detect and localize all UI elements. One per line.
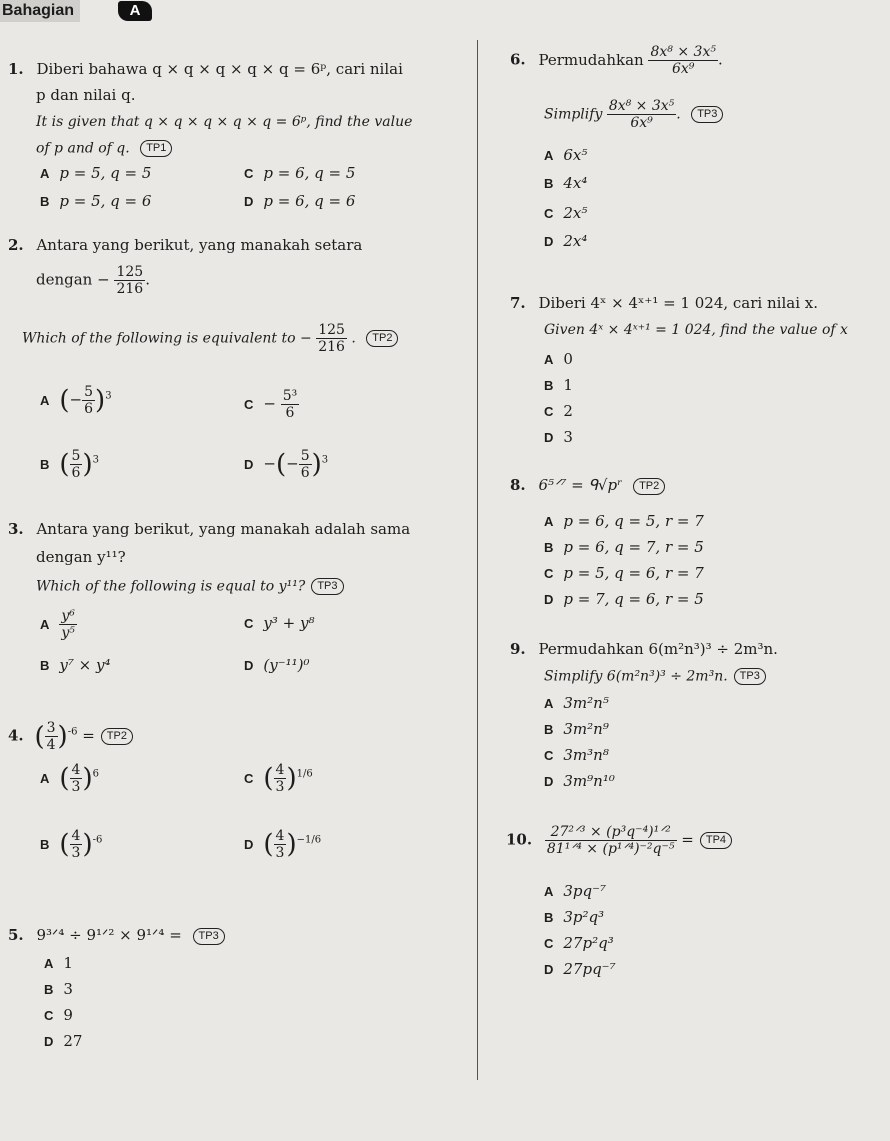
q7-option-c[interactable]: C 2 [544,402,573,420]
q4-option-d[interactable]: D ( $\frac{4}{3}$ )$^{-1/6}$ [244,828,322,861]
q2-stem-ms [8,236,362,254]
q9-option-a[interactable]: A 3m²n⁵ [544,694,609,712]
q2-number: 2. [8,236,24,254]
tp4-badge: TP4 [700,832,732,849]
q9-stem-en: Simplify 6(m²n³)³ ÷ 2m³n. TP3 [544,668,766,685]
q1-ms-line1: Diberi bahawa q × q × q × q × q = 6ᵖ, cari nilai [36,60,403,78]
q2-ms-line2: dengan − $\frac{125}{216}$ . [36,264,150,297]
q6-fraction: $\frac{\text{8x⁸ × 3x⁵}}{\text{6x⁹}}$ [650,44,716,77]
q2-option-c[interactable]: C − $\frac{\text{5³}}{6}$ [244,388,298,421]
q4-option-b[interactable]: B ( $\frac{4}{3}$ )$^{-6}$ [40,828,103,861]
q1-en [36,140,172,157]
q5-option-b[interactable]: B 3 [44,980,73,998]
q5-option-c[interactable]: C 9 [44,1006,73,1024]
q4-number: 4. [8,726,24,745]
q10-option-d[interactable]: D 27pq⁻⁷ [544,960,616,978]
q10-number: 10. [506,830,533,849]
q7-option-b[interactable]: B 1 [544,376,573,394]
column-divider [477,40,478,1080]
q7-option-a[interactable]: A 0 [544,350,573,368]
tp3-badge-q6: TP3 [691,106,723,123]
q10-fraction: $\frac{\text{27²ᐟ³ × (p³q⁻⁴)¹ᐟ²}}{\text{81¹ᐟ⁴ × (p¹ᐟ⁴)⁻²q⁻⁵}}$ [546,824,675,857]
q6-option-b[interactable]: B 4x⁴ [544,174,588,192]
q2-option-d[interactable]: D −(− $\frac{5}{6}$ )$^3$ [244,448,329,481]
q7-stem-en: Given 4ˣ × 4ˣ⁺¹ = 1 024, find the value of x [544,322,848,338]
q3-ms-line2: dengan y¹¹? [36,548,126,566]
q1-stem-ms [8,60,403,78]
q10-option-b[interactable]: B 3p²q³ [544,908,605,926]
q7-number: 7. [510,294,526,312]
q3-ms-line1: Antara yang berikut, yang manakah adalah sama [36,520,411,538]
tp3-badge-q9: TP3 [734,668,766,685]
q1-ms-line2: p dan nilai q. [36,86,136,104]
q1-option-a[interactable]: A p = 5, q = 5 [40,164,152,182]
q8-option-d[interactable]: D p = 7, q = 6, r = 5 [544,590,704,608]
section-badge: A [118,1,152,21]
tp2-badge-q8: TP2 [633,478,665,495]
q4-stem: 4. ( $\frac{3}{4}$ )$^{-6}$ = TP2 [8,720,133,753]
q9-option-b[interactable]: B 3m²n⁹ [544,720,609,738]
q9-number: 9. [510,640,526,658]
tp2-badge-q4: TP2 [101,728,133,745]
q3-stem-ms [8,520,410,538]
q9-stem-ms: 9. Permudahkan 6(m²n³)³ ÷ 2m³n. [510,640,778,658]
q2-ms-line1: Antara yang berikut, yang manakah setara [36,236,363,254]
q3-option-d[interactable]: D (y⁻¹¹)⁰ [244,656,310,674]
q9-option-d[interactable]: D 3m⁹n¹⁰ [544,772,615,790]
q10-option-a[interactable]: A 3pq⁻⁷ [544,882,607,900]
q8-option-a[interactable]: A p = 6, q = 5, r = 7 [544,512,704,530]
q5-number: 5. [8,926,24,944]
q4-option-a[interactable]: A ( $\frac{4}{3}$ )$^6$ [40,762,99,795]
section-header: Bahagian [0,0,80,22]
q2-option-b[interactable]: B ( $\frac{5}{6}$ )$^3$ [40,448,99,481]
q8-option-c[interactable]: C p = 5, q = 6, r = 7 [544,564,704,582]
q1-option-b[interactable]: B p = 5, q = 6 [40,192,152,210]
q2-en: Which of the following is equivalent to − $\frac{125}{216}$ . TP2 [22,322,398,355]
tp1-badge: TP1 [140,140,172,157]
q6-option-a[interactable]: A 6x⁵ [544,146,588,164]
q1-en-line2: of p and of q. [36,140,130,157]
q3-number: 3. [8,520,24,538]
q3-option-b[interactable]: B y⁷ × y⁴ [40,656,111,674]
q6-stem-ms: 6. Permudahkan $\frac{\text{8x⁸ × 3x⁵}}{\text{6x⁹}}$ . [510,44,723,77]
q5-option-d[interactable]: D 27 [44,1032,83,1050]
tp3-badge: TP3 [311,578,343,595]
q8-number: 8. [510,476,526,494]
q8-option-b[interactable]: B p = 6, q = 7, r = 5 [544,538,704,556]
q7-option-d[interactable]: D 3 [544,428,573,446]
q5-stem [8,926,225,945]
q1-number: 1. [8,60,24,78]
q6-option-d[interactable]: D 2x⁴ [544,232,588,250]
q10-stem: 10. $\frac{\text{27²ᐟ³ × (p³q⁻⁴)¹ᐟ²}}{\text{81¹ᐟ⁴ × (p¹ᐟ⁴)⁻²q⁻⁵}}$ = TP4 [506,824,732,857]
q5-option-a[interactable]: A 1 [44,954,73,972]
tp3-badge-q5: TP3 [193,928,225,945]
q1-option-c[interactable]: C p = 6, q = 5 [244,164,356,182]
q3-option-c[interactable]: C y³ + y⁸ [244,614,315,632]
q4-option-c[interactable]: C ( $\frac{4}{3}$ )$^{1/6}$ [244,762,313,795]
q1-option-d[interactable]: D p = 6, q = 6 [244,192,356,210]
q6-stem-en: Simplify $\frac{\text{8x⁸ × 3x⁵}}{\text{6x⁹}}$ . TP3 [544,98,723,131]
q8-stem [510,476,665,495]
q2-fraction: $\frac{125}{216}$ [116,264,144,297]
q7-stem-ms: 7. Diberi 4ˣ × 4ˣ⁺¹ = 1 024, cari nilai x. [510,294,818,312]
q9-option-c[interactable]: C 3m³n⁸ [544,746,609,764]
q6-option-c[interactable]: C 2x⁵ [544,204,588,222]
q10-option-c[interactable]: C 27p²q³ [544,934,614,952]
q2-option-a[interactable]: A (− $\frac{5}{6}$ )$^3$ [40,384,112,417]
tp2-badge: TP2 [366,330,398,347]
q5-expression: 9³ᐟ⁴ ÷ 9¹ᐟ² × 9¹ᐟ⁴ = [36,926,182,944]
q3-en: Which of the following is equal to y¹¹? TP3 [36,578,344,595]
q3-option-a[interactable]: A $\frac{\text{y⁶}}{\text{y⁵}}$ [40,608,75,641]
q1-en-line1: It is given that q × q × q × q × q = 6ᵖ, find the value [36,114,413,130]
q6-number: 6. [510,50,526,69]
q8-expression: 6⁵ᐟ⁷ = ᑫ√pʳ [538,476,623,494]
